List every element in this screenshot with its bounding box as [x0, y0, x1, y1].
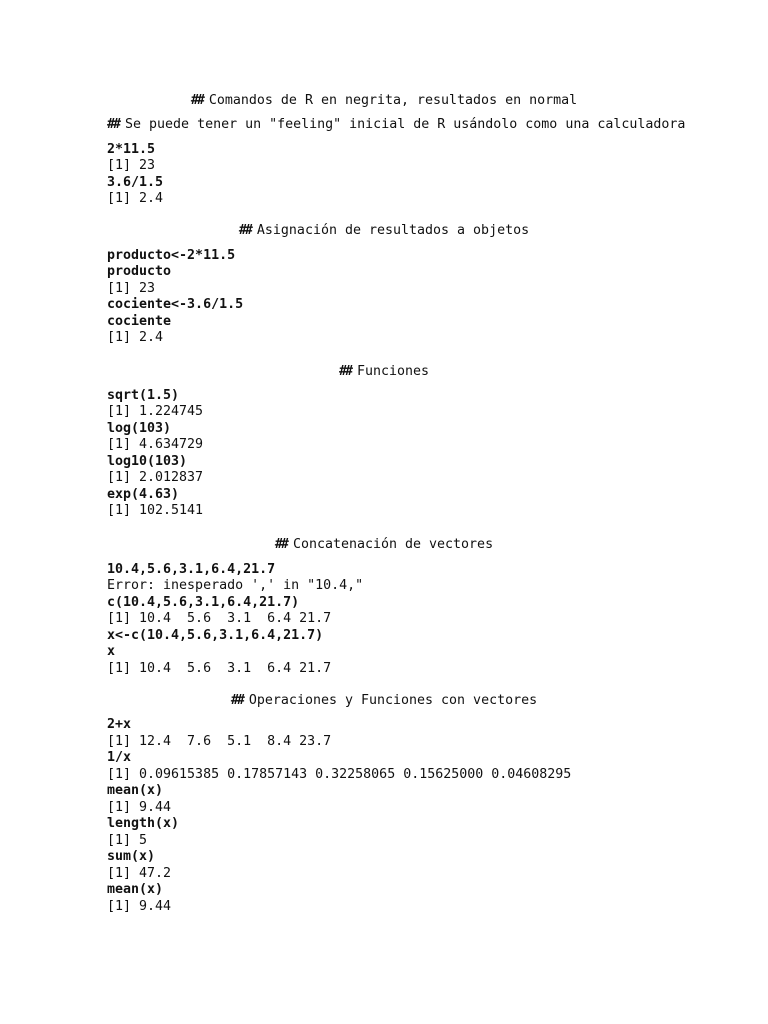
section-heading-text: Funciones: [356, 364, 430, 379]
section-heading-text: Se puede tener un "feeling" inicial de R usándolo como una calculadora: [125, 117, 686, 132]
r-command-line: sum(x): [107, 849, 156, 864]
section-heading-text: Concatenación de vectores: [292, 537, 494, 552]
section-heading: [0, 222, 768, 239]
hash-marker: ##: [190, 93, 203, 108]
r-command-line: cociente: [107, 314, 172, 329]
section-heading: [0, 363, 768, 380]
r-command-line: cociente<-3.6/1.5: [107, 297, 244, 312]
r-command-line: producto<-2*11.5: [107, 248, 236, 263]
r-output-line: [1] 2.4: [107, 330, 164, 345]
r-command-line: x: [107, 644, 116, 659]
r-output-line: [1] 23: [107, 158, 156, 173]
r-output-line: [1] 23: [107, 281, 156, 296]
r-command-line: 10.4,5.6,3.1,6.4,21.7: [107, 562, 276, 577]
section-heading-text: Operaciones y Funciones con vectores: [248, 693, 538, 708]
r-output-line: [1] 10.4 5.6 3.1 6.4 21.7: [107, 661, 332, 676]
r-output-line: [1] 1.224745: [107, 404, 204, 419]
r-output-line: [1] 9.44: [107, 899, 172, 914]
section-heading: [0, 692, 768, 709]
hash-marker: ##: [338, 364, 351, 379]
section-heading: [0, 536, 768, 553]
r-command-line: 1/x: [107, 750, 132, 765]
r-command-line: sqrt(1.5): [107, 388, 180, 403]
r-output-line: [1] 5: [107, 833, 148, 848]
r-output-line: [1] 12.4 7.6 5.1 8.4 23.7: [107, 734, 332, 749]
hash-marker: ##: [230, 693, 243, 708]
r-command-line: length(x): [107, 816, 180, 831]
hash-marker: ##: [107, 117, 120, 132]
r-command-line: 3.6/1.5: [107, 175, 164, 190]
r-command-line: log10(103): [107, 454, 188, 469]
r-command-line: log(103): [107, 421, 172, 436]
r-command-line: mean(x): [107, 882, 164, 897]
r-output-line: [1] 10.4 5.6 3.1 6.4 21.7: [107, 611, 332, 626]
section-heading: [107, 116, 768, 133]
r-output-line: [1] 47.2: [107, 866, 172, 881]
r-command-line: c(10.4,5.6,3.1,6.4,21.7): [107, 595, 300, 610]
section-heading: [0, 92, 768, 109]
r-output-line: [1] 2.012837: [107, 470, 204, 485]
r-command-line: 2+x: [107, 717, 132, 732]
r-command-line: exp(4.63): [107, 487, 180, 502]
r-command-line: 2*11.5: [107, 142, 156, 157]
r-command-line: producto: [107, 264, 172, 279]
r-command-line: x<-c(10.4,5.6,3.1,6.4,21.7): [107, 628, 324, 643]
section-heading-text: Asignación de resultados a objetos: [256, 223, 530, 238]
r-output-line: [1] 0.09615385 0.17857143 0.32258065 0.15625000 0.04608295: [107, 767, 572, 782]
hash-marker: ##: [274, 537, 287, 552]
r-output-line: Error: inesperado ',' in "10.4,": [107, 578, 364, 593]
r-output-line: [1] 9.44: [107, 800, 172, 815]
r-command-line: mean(x): [107, 783, 164, 798]
hash-marker: ##: [238, 223, 251, 238]
section-heading-text: Comandos de R en negrita, resultados en normal: [208, 93, 578, 108]
r-output-line: [1] 2.4: [107, 191, 164, 206]
r-output-line: [1] 102.5141: [107, 503, 204, 518]
r-output-line: [1] 4.634729: [107, 437, 204, 452]
